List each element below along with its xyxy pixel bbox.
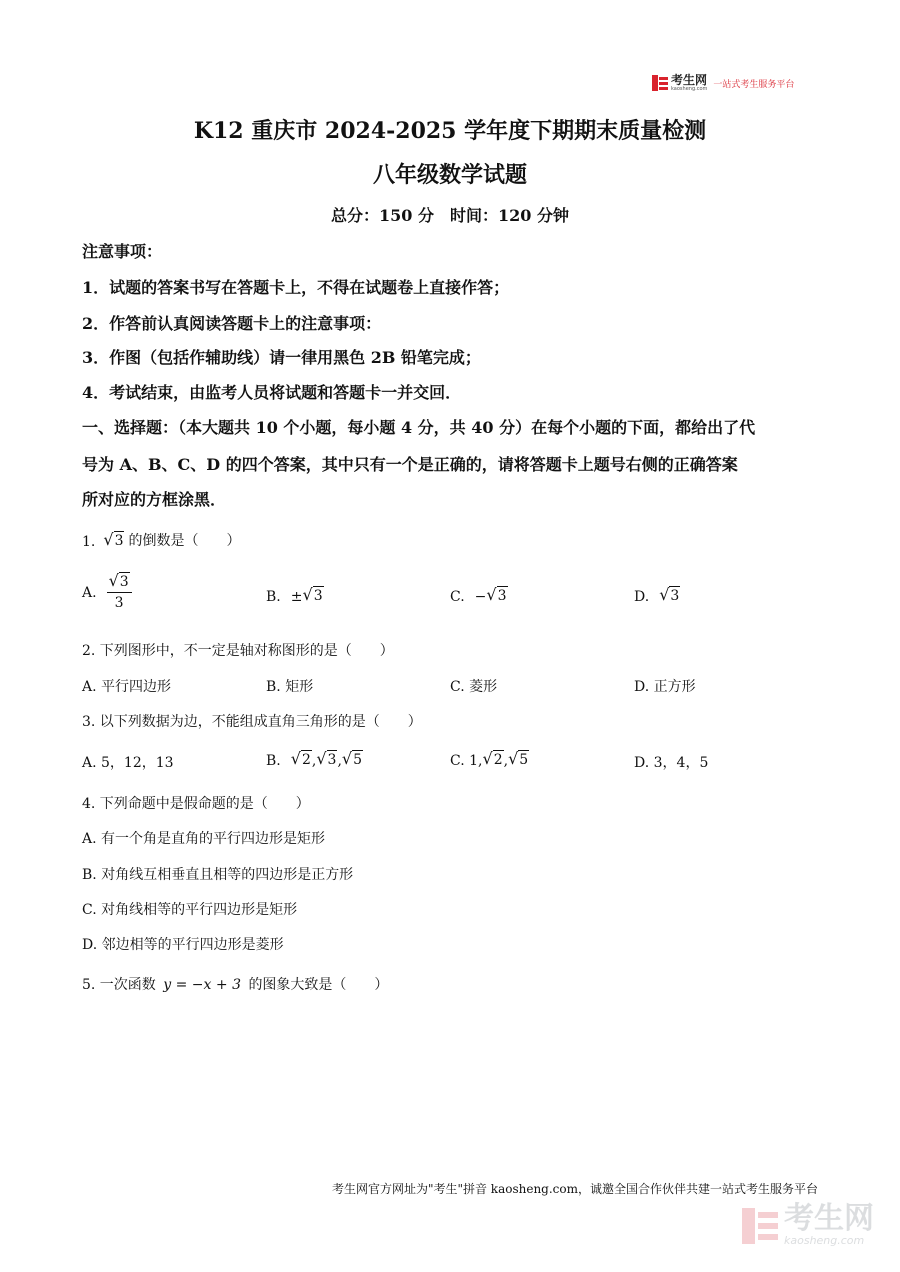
- logo-brand: 考生网: [671, 73, 708, 87]
- option-b: B. 对角线互相垂直且相等的四边形是正方形: [82, 867, 354, 883]
- fraction-denominator: 3: [114, 595, 124, 611]
- comma: ,: [478, 753, 483, 769]
- formula: y = −x + 3: [163, 977, 241, 993]
- notice-item: 1．试题的答案书写在答题卡上，不得在试题卷上直接作答；: [82, 278, 510, 297]
- option-b: B. 矩形: [266, 679, 314, 695]
- brand-logo: [652, 72, 794, 94]
- watermark-text: [784, 1201, 874, 1247]
- logo-mark-icon: [652, 75, 668, 91]
- watermark-logo-icon: [742, 1208, 778, 1244]
- radicand: 2: [493, 752, 503, 768]
- question-4-stem: 4. 下列命题中是假命题的是（ ）: [82, 796, 310, 812]
- logo-site: kaosheng.com: [671, 86, 708, 92]
- radical-sign-icon: √: [290, 749, 301, 768]
- option-a: A. 5，12，13: [82, 755, 174, 771]
- radical-sign-icon: √: [341, 749, 353, 768]
- radicand: 3: [327, 752, 337, 768]
- notice-item: 3．作图（包括作辅助线）请一律用黑色 2B 铅笔完成；: [82, 348, 481, 367]
- radicand: 3: [497, 588, 507, 604]
- option-label: D.: [634, 589, 650, 605]
- watermark: [742, 1201, 874, 1247]
- radical-sign-icon: √: [482, 749, 493, 768]
- notice-heading: 注意事项：: [82, 242, 163, 261]
- option-a: A. 平行四边形: [82, 679, 172, 695]
- radical-sign-icon: √: [108, 571, 119, 590]
- radical-sign-icon: √: [103, 530, 114, 549]
- option-d: [634, 586, 680, 605]
- question-5-stem: [82, 974, 388, 994]
- option-c: [450, 586, 508, 605]
- question-1-stem: [82, 530, 240, 550]
- comma: ,: [503, 753, 509, 769]
- logo-slogan: 一站式考生服务平台: [713, 79, 795, 90]
- watermark-site: kaosheng.com: [784, 1234, 865, 1247]
- option-label: C.: [450, 589, 465, 605]
- radical-sign-icon: √: [508, 749, 519, 768]
- radicand: 5: [353, 752, 363, 768]
- exam-title: K12 重庆市 2024-2025 学年度下期期末质量检测: [193, 118, 707, 144]
- radicand: 2: [301, 752, 311, 768]
- section-instructions-line: 所对应的方框涂黑．: [82, 490, 227, 509]
- notice-item: 4．考试结束，由监考人员将试题和答题卡一并交回．: [82, 383, 462, 402]
- option-a: [82, 572, 132, 613]
- footer-note: 考生网官方网址为"考生"拼音 kaosheng.com，诚邀全国合作伙伴共建一站式考生服务平台: [331, 1182, 818, 1196]
- question-number: 1.: [82, 534, 96, 550]
- score-time: 总分：150 分 时间：120 分钟: [331, 206, 569, 225]
- fraction-numerator: [107, 572, 132, 593]
- option-c: [450, 750, 529, 769]
- option-label: B.: [266, 589, 281, 605]
- radical-sign-icon: √: [302, 585, 313, 604]
- question-text: 的图象大致是（ ）: [248, 977, 389, 993]
- radical-sign-icon: √: [316, 749, 327, 768]
- option-c: C. 菱形: [450, 679, 498, 695]
- option-c: C. 对角线相等的平行四边形是矩形: [82, 902, 298, 918]
- exam-subtitle: 八年级数学试题: [372, 162, 527, 188]
- radicand: 3: [670, 588, 680, 604]
- section-instructions-line: 一、选择题：（本大题共 10 个小题，每小题 4 分，共 40 分）在每个小题的下面，都给出了代: [82, 418, 756, 437]
- sqrt-expression: [103, 531, 124, 550]
- option-d: D. 正方形: [634, 679, 696, 695]
- minus-sign: −: [474, 589, 487, 605]
- question-2-stem: 2. 下列图形中，不一定是轴对称图形的是（ ）: [82, 643, 394, 659]
- option-b: [266, 586, 324, 605]
- radical-sign-icon: √: [486, 585, 497, 604]
- notice-item: 2．作答前认真阅读答题卡上的注意事项：: [82, 314, 382, 333]
- comma: ,: [311, 753, 317, 769]
- option-label: C. 1: [450, 753, 479, 769]
- radicand: 3: [114, 533, 124, 549]
- option-a: A. 有一个角是直角的平行四边形是矩形: [82, 831, 326, 847]
- question-3-stem: 3. 以下列数据为边，不能组成直角三角形的是（ ）: [82, 714, 422, 730]
- option-b: [266, 750, 363, 769]
- fraction: [107, 572, 132, 613]
- watermark-brand: 考生网: [784, 1201, 874, 1236]
- option-label: B.: [266, 753, 281, 769]
- radical-sign-icon: √: [659, 585, 670, 604]
- option-label: A.: [82, 584, 97, 601]
- radicand: 3: [119, 574, 129, 590]
- comma: ,: [337, 753, 342, 769]
- question-text: 的倒数是（ ）: [128, 533, 241, 549]
- radicand: 3: [313, 588, 323, 604]
- logo-text: [671, 74, 707, 92]
- section-instructions-line: 号为 A、B、C、D 的四个答案，其中只有一个是正确的，请将答题卡上题号右侧的正确答案: [82, 455, 738, 474]
- option-d: D. 3，4，5: [634, 755, 709, 771]
- question-text: 5. 一次函数: [82, 977, 156, 993]
- plus-minus-sign: ±: [290, 589, 303, 605]
- radicand: 5: [519, 752, 529, 768]
- option-d: D. 邻边相等的平行四边形是菱形: [82, 937, 284, 953]
